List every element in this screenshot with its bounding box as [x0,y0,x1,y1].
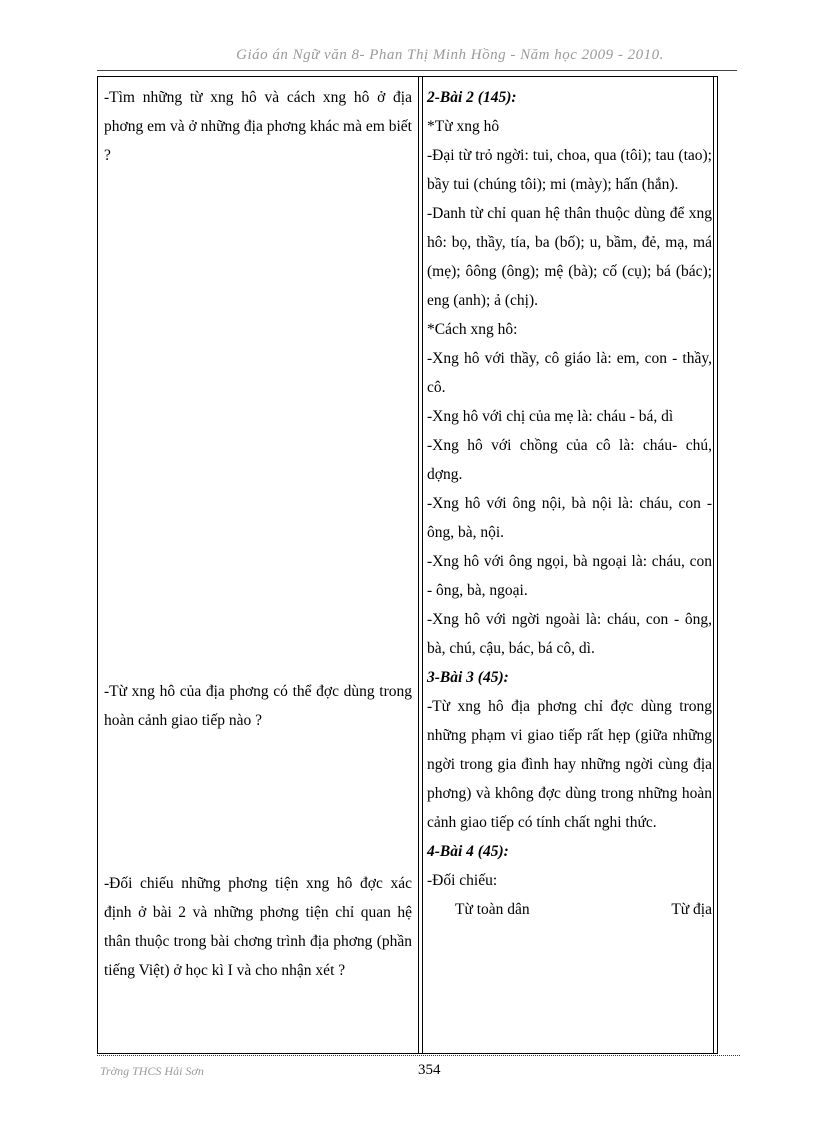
bai3-heading: 3-Bài 3 (45): [427,669,509,686]
lesson-table [97,76,718,1054]
bai4-heading: 4-Bài 4 (45): [427,843,509,860]
question-text: -Từ xng hô của địa phơng có thể đợc dùng trong hoàn cảnh giao tiếp nào ? [104,683,412,729]
column-divider-double [422,77,423,1053]
bai2-paragraph: -Xng hô với thầy, cô giáo là: em, con - thầy, cô. [427,350,712,396]
bai4-paragraph: -Đối chiếu: [427,872,498,889]
bai2-paragraph: -Xng hô với ông nội, bà nội là: cháu, con - ông, bà, nội. [427,495,712,541]
bai2-paragraph: -Đại từ trỏ ngời: tui, choa, qua (tôi); tau (tao); bầy tui (chúng tôi); mi (mày); hấn (hắn). [427,147,712,193]
bai4-col-standard: Từ toàn dân [455,901,530,918]
answer-column [427,83,712,924]
bai2-paragraph: -Xng hô với ngời ngoài là: cháu, con - ông, bà, chú, cậu, bác, bá cô, dì. [427,611,712,657]
question-3 [104,869,412,985]
footer-school: Trờng THCS Hải Sơn [100,1064,204,1078]
bai3-paragraph: -Từ xng hô địa phơng chỉ đợc dùng trong những phạm vi giao tiếp rất hẹp (giữa những ngời trong gia đình hay những ngời cùng địa phơng) và không đợc dùng trong những hoàn cảnh giao tiếp có tính chất nghi thức. [427,698,712,831]
question-2 [104,677,412,735]
bai4-comparison-header [427,895,712,924]
bai2-heading: 2-Bài 2 (145): [427,89,517,106]
question-text: -Tìm những từ xng hô và cách xng hô ở địa phơng em và ở những địa phơng khác mà em biết ? [104,89,412,164]
footer-rule [97,1055,740,1056]
column-divider [418,77,419,1053]
page-header: Giáo án Ngữ văn 8- Phan Thị Minh Hồng - Năm học 2009 - 2010. [236,47,664,63]
bai4-col-local: Từ địa [671,901,712,918]
bai2-paragraph: -Xng hô với ông ngọi, bà ngoại là: cháu, con - ông, bà, ngoại. [427,553,712,599]
bai2-paragraph: -Danh từ chỉ quan hệ thân thuộc dùng để xng hô: bọ, thầy, tía, ba (bố); u, bầm, đẻ, mạ, má (mẹ); ôông (ông); mệ (bà); cố (cụ); bá (bác); eng (anh); ả (chị). [427,205,712,309]
bai2-subheading: *Cách xng hô: [427,321,518,338]
right-border-double [713,77,714,1053]
bai2-subheading: *Từ xng hô [427,118,500,135]
bai2-paragraph: -Xng hô với chị của mẹ là: cháu - bá, dì [427,408,674,425]
question-text: -Đối chiếu những phơng tiện xng hô đợc xác định ở bài 2 và những phơng tiện chỉ quan hệ thân thuộc trong bài chơng trình địa phơng (phần tiếng Việt) ở học kì I và cho nhận xét ? [104,875,412,979]
header-rule [97,70,737,71]
page-number: 354 [418,1062,441,1078]
question-1 [104,83,412,170]
bai2-paragraph: -Xng hô với chồng của cô là: cháu- chú, dợng. [427,437,712,483]
